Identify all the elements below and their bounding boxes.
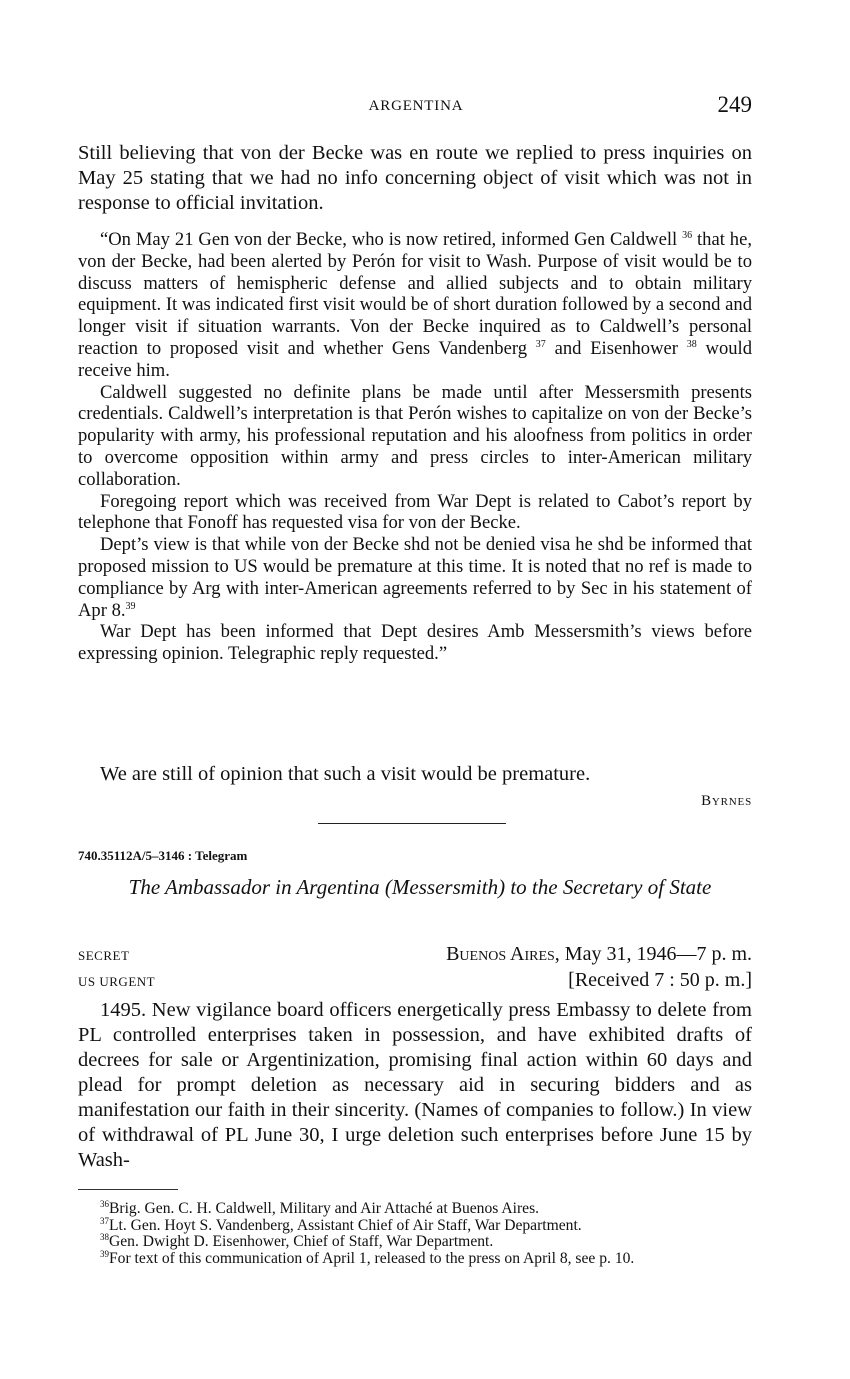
section-divider [318,823,506,824]
page-number: 249 [717,92,752,117]
dateline-row [78,943,752,967]
quoted-paragraph-1: “On May 21 Gen von der Becke, who is now retired, informed Gen Caldwell $^{36}$ that he, von der Becke, had been alerted by Perón for visit to Wash. Purpose of visit would be to discuss matters of hemispheric defense and allied subjects and to obtain military equipment. It was indicated first visit would be of short duration followed by a second and longer visit if situation warrants. Von der Becke inquired as to Caldwell’s personal reaction to proposed visit and whether Gens Vandenberg $^{37}$ and Eisenhower $^{38}$ would receive him. [78,229,753,381]
page-header [78,92,754,122]
priority-row [78,969,752,993]
received-time: [Received 7 : 50 p. m.] [568,969,752,991]
classification: SECRET [78,948,130,963]
footnote-ref-37: 37 [535,338,546,350]
telegram-body: 1495. New vigilance board officers energetically press Embassy to delete from PL controlled enterprises taken in possession, and have exhibited drafts of decrees for sale or Argentinization, promising final action within 60 days and plead for prompt deletion as necessary aid in securing bidders and as manifestation our faith in their sincerity. (Names of companies to follow.) In view of withdrawal of PL June 30, I urge deletion such enterprises before June 15 by Wash- [78,999,752,1171]
footnote-ref-39: 39 [125,600,136,612]
file-number: 740.35112A/5–3146 : Telegram [78,848,248,863]
footnote: $^{36}$Brig. Gen. C. H. Caldwell, Military and Air Attaché at Buenos Aires. [100,1198,540,1217]
priority: US URGENT [78,974,156,989]
footnote-ref-36: 36 [682,229,693,241]
quoted-paragraph-2: Caldwell suggested no definite plans be made until after Messersmith presents credentials. Caldwell’s interpretation is that Perón wishes to capitalize on von der Becke’s popularity with army, his professional reputation and his aloofness from politics in order to overcome opposition within army and press circles to inter-American military collaboration. [78,381,752,490]
footnotes [78,1198,752,1267]
footnote: $^{38}$Gen. Dwight D. Eisenhower, Chief of Staff, War Department. [100,1231,494,1250]
dateline: Buenos Aires, May 31, 1946—7 p. m. [446,943,752,965]
footnote: $^{39}$For text of this communication of April 1, released to the press on April 8, see p. 10. [100,1248,635,1267]
quoted-paragraph-4: Dept’s view is that while von der Becke shd not be denied visa he shd be informed that proposed mission to US would be premature at this time. It is noted that no ref is made to compliance by Arg with inter-American agreements referred to by Sec in his statement of Apr 8.39 [78,534,752,621]
footnote-divider [78,1189,178,1190]
intro-paragraph: Still believing that von der Becke was en route we replied to press inquiries on May 25 stating that we had no info concerning object of visit which was not in response to official invitation. [78,142,752,214]
quoted-paragraph-5: War Dept has been informed that Dept desires Amb Messersmith’s views before expressing opinion. Telegraphic reply requested.” [78,621,752,665]
footnote: $^{37}$Lt. Gen. Hoyt S. Vandenberg, Assistant Chief of Air Staff, War Department. [100,1215,582,1234]
closing-paragraph: We are still of opinion that such a visit would be premature. [100,763,591,785]
running-head: ARGENTINA [368,98,464,114]
document-title: The Ambassador in Argentina (Messersmith) to the Secretary of State [128,875,712,899]
quoted-message [78,229,752,665]
quoted-paragraph-3: Foregoing report which was received from War Dept is related to Cabot’s report by telephone that Fonoff has requested visa for von der Becke. [78,490,752,534]
place: Buenos Aires [446,943,555,965]
signature: Byrnes [701,793,752,809]
footnote-ref-38: 38 [686,338,697,350]
